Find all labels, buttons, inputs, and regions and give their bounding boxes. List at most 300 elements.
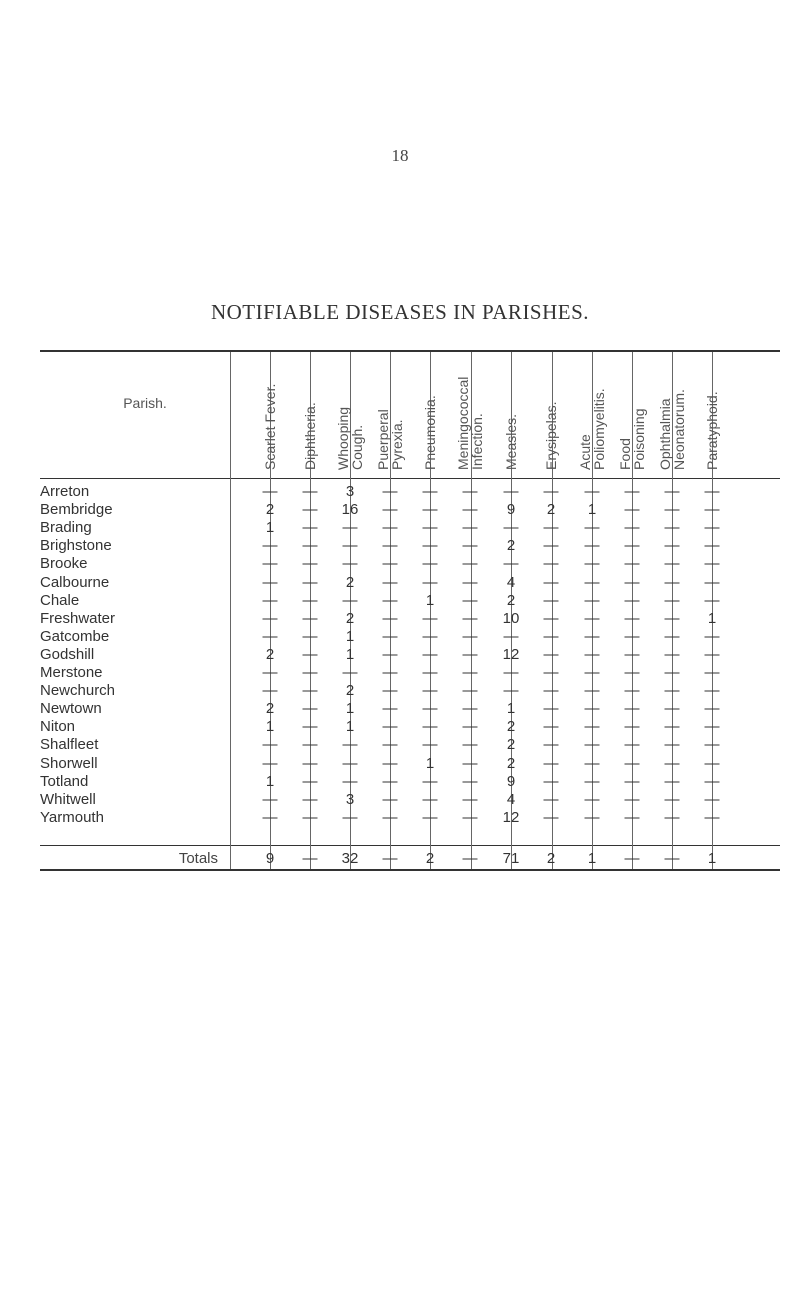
table-row <box>0 537 800 556</box>
table-cell: — <box>584 483 600 500</box>
table-cell: — <box>262 736 278 754</box>
table-row <box>0 773 800 792</box>
parish-column-header: Parish. <box>123 395 167 411</box>
table-cell: 12 <box>502 645 520 663</box>
table-cell: — <box>262 682 278 700</box>
totals-row <box>0 850 800 869</box>
table-cell: — <box>543 718 559 736</box>
table-cell: 3 <box>345 483 355 500</box>
table-cell: 2 <box>345 682 355 700</box>
totals-cell: — <box>382 850 398 867</box>
table-cell: — <box>543 700 559 718</box>
totals-cell: 71 <box>502 850 520 867</box>
table-cell: — <box>382 573 398 591</box>
table-cell: — <box>584 519 600 537</box>
table-cell: 1 <box>265 772 275 790</box>
column-header-label: Meningococcal Infection. <box>455 376 485 470</box>
table-row <box>0 610 800 629</box>
table-cell: — <box>422 645 438 663</box>
table-cell: — <box>584 790 600 808</box>
column-header-label: Whooping Cough. <box>335 406 365 470</box>
table-cell: — <box>422 537 438 555</box>
parish-name: Chale <box>40 591 80 609</box>
table-cell: 1 <box>425 754 435 772</box>
table-cell: — <box>422 519 438 537</box>
table-cell: 1 <box>345 645 355 663</box>
table-cell: 12 <box>502 808 520 826</box>
table-cell: — <box>462 808 478 826</box>
table-cell: — <box>302 772 318 790</box>
table-cell: — <box>342 555 358 573</box>
table-cell: — <box>382 483 398 500</box>
table-cell: — <box>342 754 358 772</box>
column-header-label: Scarlet Fever. <box>262 383 278 470</box>
table-cell: — <box>382 645 398 663</box>
table-cell: — <box>543 736 559 754</box>
table-cell: — <box>704 808 720 826</box>
table-cell: — <box>382 808 398 826</box>
table-cell: — <box>302 700 318 718</box>
table-cell: — <box>382 736 398 754</box>
table-cell: 2 <box>506 736 516 754</box>
table-cell: — <box>302 754 318 772</box>
table-cell: — <box>382 555 398 573</box>
table-cell: — <box>704 591 720 609</box>
parish-name: Totland <box>40 772 89 790</box>
table-cell: — <box>543 790 559 808</box>
table-cell: — <box>342 664 358 681</box>
table-cell: — <box>422 609 438 627</box>
table-cell: — <box>543 664 559 681</box>
table-row <box>0 791 800 810</box>
parish-name: Arreton <box>40 483 90 500</box>
column-header-label: Food Poisoning <box>617 408 647 470</box>
table-cell: — <box>664 555 680 573</box>
table-cell: — <box>382 718 398 736</box>
totals-cell: — <box>462 850 478 867</box>
table-cell: — <box>262 627 278 645</box>
table-cell: — <box>584 627 600 645</box>
table-cell: — <box>462 555 478 573</box>
column-header-label: Measles. <box>503 413 519 470</box>
table-cell: — <box>704 664 720 681</box>
page-number: 18 <box>391 146 409 165</box>
table-cell: — <box>462 736 478 754</box>
table-cell: — <box>342 736 358 754</box>
table-cell: — <box>704 519 720 537</box>
table-cell: — <box>664 501 680 519</box>
totals-label: Totals <box>178 850 218 867</box>
table-cell: — <box>543 772 559 790</box>
table-cell: — <box>462 682 478 700</box>
table-row <box>0 555 800 574</box>
parish-name: Calbourne <box>40 573 110 591</box>
parish-name: Yarmouth <box>40 808 104 826</box>
table-cell: — <box>422 483 438 500</box>
table-cell: — <box>382 591 398 609</box>
table-cell: — <box>624 537 640 555</box>
table-cell: — <box>462 700 478 718</box>
table-cell: — <box>302 519 318 537</box>
table-cell: — <box>302 790 318 808</box>
column-header-label: Diphtheria. <box>302 402 318 470</box>
totals-top-rule <box>40 845 780 846</box>
table-cell: — <box>382 627 398 645</box>
table-cell: — <box>342 537 358 555</box>
table-cell: — <box>704 736 720 754</box>
table-cell: — <box>382 519 398 537</box>
table-row <box>0 628 800 647</box>
table-cell: — <box>462 573 478 591</box>
table-cell: — <box>462 609 478 627</box>
table-cell: — <box>462 645 478 663</box>
table-cell: 1 <box>425 591 435 609</box>
column-header <box>654 355 690 470</box>
table-cell: — <box>624 736 640 754</box>
table-cell: — <box>704 754 720 772</box>
table-cell: 9 <box>506 501 516 519</box>
table-cell: — <box>543 682 559 700</box>
table-cell: — <box>543 754 559 772</box>
table-cell: — <box>503 664 519 681</box>
parish-name: Brading <box>40 519 92 537</box>
table-cell: — <box>624 645 640 663</box>
table-row <box>0 501 800 520</box>
table-cell: — <box>624 772 640 790</box>
parish-name: Bembridge <box>40 501 113 519</box>
table-cell: — <box>302 664 318 681</box>
table-cell: 1 <box>707 609 717 627</box>
parish-name: Brighstone <box>40 537 112 555</box>
table-cell: — <box>543 591 559 609</box>
totals-cell: 2 <box>425 850 435 867</box>
table-cell: — <box>584 700 600 718</box>
table-cell: — <box>302 501 318 519</box>
table-cell: — <box>584 645 600 663</box>
parish-name: Newtown <box>40 700 102 718</box>
table-row <box>0 718 800 737</box>
table-cell: 1 <box>587 501 597 519</box>
totals-cell: — <box>302 850 318 867</box>
table-cell: — <box>664 573 680 591</box>
table-cell: — <box>704 537 720 555</box>
table-cell: — <box>503 627 519 645</box>
table-cell: — <box>664 645 680 663</box>
table-cell: — <box>624 573 640 591</box>
table-cell: — <box>664 682 680 700</box>
table-cell: — <box>624 591 640 609</box>
table-cell: 3 <box>345 790 355 808</box>
table-cell: — <box>462 501 478 519</box>
table-cell: — <box>664 519 680 537</box>
table-cell: — <box>422 627 438 645</box>
table-cell: — <box>664 808 680 826</box>
table-cell: — <box>543 519 559 537</box>
table-cell: — <box>664 537 680 555</box>
table-cell: 1 <box>265 519 275 537</box>
table-cell: — <box>302 808 318 826</box>
table-cell: 16 <box>341 501 359 519</box>
table-cell: — <box>624 790 640 808</box>
table-cell: — <box>704 700 720 718</box>
table-cell: — <box>422 772 438 790</box>
parish-name: Merstone <box>40 664 103 681</box>
table-cell: — <box>262 555 278 573</box>
table-cell: — <box>584 772 600 790</box>
table-row <box>0 664 800 683</box>
table-cell: 10 <box>502 609 520 627</box>
header-bottom-rule <box>40 478 780 479</box>
table-cell: — <box>584 555 600 573</box>
table-cell: — <box>543 645 559 663</box>
column-header-label: Acute Poliomyelitis. <box>577 388 607 470</box>
table-cell: — <box>624 682 640 700</box>
table-cell: — <box>422 790 438 808</box>
table-cell: 2 <box>345 573 355 591</box>
table-cell: — <box>624 501 640 519</box>
table-cell: 4 <box>506 790 516 808</box>
table-cell: — <box>503 682 519 700</box>
totals-cell: — <box>664 850 680 867</box>
table-cell: — <box>704 772 720 790</box>
table-cell: — <box>503 483 519 500</box>
table-cell: — <box>664 754 680 772</box>
table-cell: — <box>624 754 640 772</box>
page-title: NOTIFIABLE DISEASES IN PARISHES. <box>210 300 590 324</box>
table-cell: — <box>543 627 559 645</box>
table-cell: 1 <box>265 718 275 736</box>
table-cell: — <box>382 682 398 700</box>
table-cell: 2 <box>506 537 516 555</box>
table-cell: — <box>664 700 680 718</box>
table-cell: — <box>422 718 438 736</box>
column-header <box>533 355 569 470</box>
table-cell: — <box>664 591 680 609</box>
column-header <box>574 355 610 470</box>
totals-cell: — <box>624 850 640 867</box>
table-cell: 2 <box>265 645 275 663</box>
table-cell: — <box>584 573 600 591</box>
table-cell: — <box>302 555 318 573</box>
table-cell: — <box>584 682 600 700</box>
table-cell: — <box>543 555 559 573</box>
table-cell: — <box>302 483 318 500</box>
table-cell: — <box>704 627 720 645</box>
table-cell: — <box>262 664 278 681</box>
table-cell: — <box>704 483 720 500</box>
table-cell: — <box>462 537 478 555</box>
table-cell: — <box>382 664 398 681</box>
table-row <box>0 736 800 755</box>
table-cell: — <box>462 718 478 736</box>
table-top-rule <box>40 350 780 352</box>
table-cell: — <box>422 808 438 826</box>
table-cell: — <box>382 609 398 627</box>
column-header-label: Pneumonia. <box>422 395 438 470</box>
table-cell: — <box>584 609 600 627</box>
table-cell: — <box>262 483 278 500</box>
table-row <box>0 755 800 774</box>
table-cell: — <box>543 483 559 500</box>
table-cell: — <box>543 808 559 826</box>
table-cell: — <box>302 573 318 591</box>
table-cell: — <box>624 664 640 681</box>
table-cell: 2 <box>546 501 556 519</box>
column-header <box>372 355 408 470</box>
column-header <box>412 355 448 470</box>
table-cell: — <box>262 537 278 555</box>
table-cell: — <box>382 700 398 718</box>
table-cell: — <box>422 664 438 681</box>
table-cell: — <box>624 483 640 500</box>
totals-cell: 2 <box>546 850 556 867</box>
table-cell: — <box>584 591 600 609</box>
table-cell: — <box>422 573 438 591</box>
table-cell: — <box>664 627 680 645</box>
table-cell: 2 <box>506 754 516 772</box>
table-cell: — <box>462 772 478 790</box>
table-cell: — <box>262 591 278 609</box>
table-cell: 1 <box>345 700 355 718</box>
table-cell: — <box>462 483 478 500</box>
table-cell: — <box>462 754 478 772</box>
table-cell: — <box>624 718 640 736</box>
table-cell: 2 <box>506 591 516 609</box>
table-row <box>0 646 800 665</box>
parish-name: Gatcombe <box>40 627 110 645</box>
column-header <box>493 355 529 470</box>
table-cell: — <box>302 537 318 555</box>
table-cell: — <box>584 808 600 826</box>
table-cell: — <box>462 627 478 645</box>
table-cell: — <box>462 790 478 808</box>
table-cell: — <box>382 537 398 555</box>
table-row <box>0 700 800 719</box>
parish-name: Godshill <box>40 645 95 663</box>
table-cell: — <box>664 718 680 736</box>
table-cell: 2 <box>345 609 355 627</box>
parish-name: Newchurch <box>40 682 116 700</box>
table-cell: — <box>422 700 438 718</box>
table-cell: — <box>584 718 600 736</box>
table-cell: — <box>262 808 278 826</box>
table-row <box>0 483 800 502</box>
parish-name: Shalfleet <box>40 736 99 754</box>
table-cell: 2 <box>265 700 275 718</box>
table-row <box>0 809 800 828</box>
table-cell: — <box>704 790 720 808</box>
parish-name: Freshwater <box>40 609 116 627</box>
table-cell: — <box>422 501 438 519</box>
table-cell: — <box>262 609 278 627</box>
table-cell: — <box>262 573 278 591</box>
table-cell: — <box>342 772 358 790</box>
table-cell: — <box>664 483 680 500</box>
table-cell: 2 <box>265 501 275 519</box>
table-cell: — <box>302 609 318 627</box>
column-header <box>694 355 730 470</box>
table-cell: — <box>422 682 438 700</box>
table-cell: — <box>382 790 398 808</box>
table-cell: — <box>584 736 600 754</box>
table-cell: — <box>664 790 680 808</box>
table-row <box>0 592 800 611</box>
table-cell: — <box>302 645 318 663</box>
table-cell: — <box>543 573 559 591</box>
table-row <box>0 519 800 538</box>
table-cell: — <box>704 555 720 573</box>
table-cell: — <box>422 555 438 573</box>
table-cell: — <box>422 736 438 754</box>
table-cell: — <box>543 609 559 627</box>
table-cell: — <box>302 718 318 736</box>
totals-cell: 1 <box>707 850 717 867</box>
totals-cell: 1 <box>587 850 597 867</box>
column-header-label: Ophthalmia Neonatorum. <box>657 389 687 470</box>
table-cell: — <box>624 808 640 826</box>
table-cell: — <box>704 573 720 591</box>
table-cell: — <box>302 682 318 700</box>
table-cell: — <box>704 645 720 663</box>
column-header <box>292 355 328 470</box>
table-cell: — <box>382 501 398 519</box>
column-header-label: Paratyphoid. <box>704 391 720 470</box>
table-cell: — <box>302 736 318 754</box>
column-header-label: Erysipelas. <box>543 401 559 470</box>
table-cell: 1 <box>345 627 355 645</box>
table-cell: — <box>342 808 358 826</box>
table-cell: — <box>624 555 640 573</box>
parish-name: Brooke <box>40 555 88 573</box>
parish-name: Whitwell <box>40 790 96 808</box>
table-cell: — <box>302 627 318 645</box>
table-cell: — <box>503 519 519 537</box>
table-cell: 4 <box>506 573 516 591</box>
table-cell: — <box>543 537 559 555</box>
table-bottom-rule <box>40 869 780 871</box>
table-cell: — <box>704 501 720 519</box>
table-cell: — <box>342 591 358 609</box>
table-cell: — <box>302 591 318 609</box>
table-cell: — <box>624 609 640 627</box>
table-cell: — <box>584 537 600 555</box>
table-cell: — <box>462 519 478 537</box>
table-cell: 2 <box>506 718 516 736</box>
table-cell: — <box>664 609 680 627</box>
table-cell: — <box>503 555 519 573</box>
table-cell: — <box>704 682 720 700</box>
column-header-label: Puerperal Pyrexia. <box>375 409 405 470</box>
table-cell: — <box>624 627 640 645</box>
table-cell: — <box>664 736 680 754</box>
table-row <box>0 574 800 593</box>
table-cell: — <box>262 790 278 808</box>
table-cell: — <box>624 700 640 718</box>
table-cell: — <box>382 754 398 772</box>
table-cell: — <box>704 718 720 736</box>
table-cell: — <box>664 772 680 790</box>
table-cell: — <box>462 591 478 609</box>
table-row <box>0 682 800 701</box>
table-cell: 9 <box>506 772 516 790</box>
table-cell: — <box>382 772 398 790</box>
totals-cell: 32 <box>341 850 359 867</box>
column-header <box>252 355 288 470</box>
table-cell: — <box>584 754 600 772</box>
table-cell: — <box>262 754 278 772</box>
totals-cell: 9 <box>265 850 275 867</box>
table-cell: — <box>584 664 600 681</box>
